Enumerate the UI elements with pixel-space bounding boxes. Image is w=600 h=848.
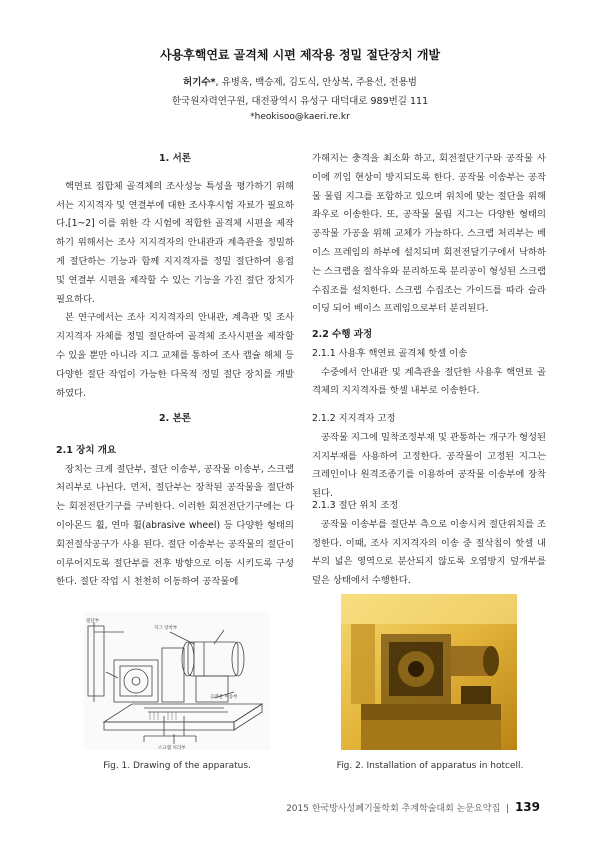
- subsubsection-heading-position: 2.1.3 절단 위치 조정: [312, 500, 399, 511]
- left-column-top: [56, 150, 294, 403]
- intro-paragraph-1: 핵연료 집합체 골격체의 조사성능 특성을 평가하기 위해서는 지지격자 및 연결부에 대한 조사후시험 자료가 필요하다.[1~2] 이를 위한 각 시험에 적합한 골격체 시편을 제작하기 위해서는 조사 지지격자의 안내관과 계측관을 정밀하게 절단하는 기능과 함께 지지격자를 정밀 절단하여 용접 및 연결부 시편을 제작할 수 있는 기능을 가진 절단 장치가 필요하다.: [56, 180, 294, 305]
- author-email: *heokisoo@kaeri.re.kr: [250, 112, 350, 122]
- page-number: 139: [514, 800, 540, 814]
- subsubsection-heading-transfer: 2.1.1 사용후 핵연료 골격체 핫셀 이송: [312, 347, 468, 359]
- affiliation: 한국원자력연구원, 대전광역시 유성구 대덕대로 989번길 111: [171, 96, 429, 107]
- position-paragraph: 공작물 이송부를 절단부 측으로 이송시켜 절단위치를 조정한다. 이때, 조사 지지격자의 이송 중 절삭칩이 핫셀 내부의 넓은 영역으로 분산되지 않도록 오염방지 덮개부를 덮은 상태에서 수행한다.: [312, 518, 546, 587]
- figure-1-drawing: [84, 612, 270, 750]
- author-list: [0, 74, 600, 88]
- figure-2-photo: [341, 594, 517, 750]
- figure-2-caption: Fig. 2. Installation of apparatus in hotcell.: [336, 761, 524, 771]
- intro-paragraph-2: 본 연구에서는 조사 지지격자의 안내관, 계측관 및 조사 지지격자 자체를 정밀 절단하여 골격체 조사시편을 제작할 수 있을 뿐만 아니라 지그 교체를 통하여 조사 캡슐 해체 등 다양한 절단 작업이 가능한 다목적 정밀 절단 장치를 개발하였다.: [56, 312, 294, 399]
- co-authors: , 유병옥, 백승제, 김도식, 안상복, 주용선, 전용범: [215, 77, 417, 88]
- fig1-label-transfer: 공작물 이송부: [210, 695, 238, 700]
- fig1-label-jig: 지그 장착부: [154, 626, 178, 631]
- right-column-position: [312, 497, 546, 591]
- left-column-bottom: [56, 410, 294, 592]
- transfer-paragraph: 수중에서 안내관 및 계측관을 절단한 사용후 핵연료 골격체의 지지격자를 핫셀 내부로 이송한다.: [312, 366, 546, 397]
- section-heading-body: 2. 본론: [159, 413, 191, 424]
- subsection-heading-procedure: 2.2 수행 과정: [312, 329, 373, 340]
- fixing-paragraph: 공작물 지그에 밀착조정부재 및 관통하는 개구가 형성된 지지부재를 사용하여 고정한다. 공작물이 고정된 지그는 크레인이나 원격조종기를 이용하여 공작물 이송부에 장착된다.: [312, 431, 546, 500]
- right-column-top: [312, 150, 546, 319]
- subsection-heading-overview: 2.1 장치 개요: [56, 444, 117, 456]
- footer-separator: |: [506, 804, 510, 814]
- overview-paragraph-cont: 가해지는 충격을 최소화 하고, 회전절단기구와 공작물 사이에 끼임 현상이 방지되도록 한다. 공작물 이송부는 공작물 물림 지그를 포함하고 있으며 위치에 맞는 절단을 위해 좌우로 이송한다. 또, 공작물 물림 지그는 다양한 형태의 공작물 가공을 위해 교체가 가능하다. 스크랩 처리부는 베이스 프레임의 하부에 설치되며 회전전달기구에서 낙하하는 스크랩을 절삭유와 분리하도록 분리공이 형성된 스크랩 수집조를 설치한다. 스크랩 수집조는 가이드를 따라 슬라이딩 되어 베이스 프레임으로부터 분리된다.: [312, 153, 546, 315]
- overview-paragraph: 장치는 크게 절단부, 절단 이송부, 공작물 이송부, 스크랩 처리부로 나뉜다. 먼저, 절단부는 장착된 공작물을 절단하는 회전전단기구를 구비한다. 이러한 회전전단기구에는 다이아몬드 휠, 연마 휠(abrasive wheel) 등 다양한 형태의 회전절삭공구가 사용 된다. 절단 이송부는 공작물의 절단이 이루어지도록 절단부를 전후 방향으로 이동 시키도록 구성한다. 절단 작업 시 천천히 이동하여 공작물에: [56, 463, 294, 588]
- hotcell-photo: [341, 594, 517, 750]
- figure-1-caption: Fig. 1. Drawing of the apparatus.: [103, 761, 251, 771]
- fig1-label-cutter: 절단부: [86, 619, 100, 624]
- right-column-fixing: [312, 410, 546, 504]
- apparatus-drawing: [84, 612, 270, 750]
- lead-author: 허기수*: [183, 77, 216, 88]
- subsubsection-heading-fixing: 2.1.2 지지격자 고정: [312, 413, 396, 424]
- footer-text: 2015 한국방사성폐기물학회 추계학술대회 논문요약집: [286, 804, 501, 814]
- page-footer: [286, 800, 540, 814]
- right-column-procedure: [312, 326, 546, 401]
- fig1-label-scrap: 스크랩 처리부: [158, 746, 186, 750]
- section-heading-intro: 1. 서론: [159, 153, 191, 164]
- paper-title: 사용후핵연료 골격체 시편 제작용 정밀 절단장치 개발: [159, 48, 441, 62]
